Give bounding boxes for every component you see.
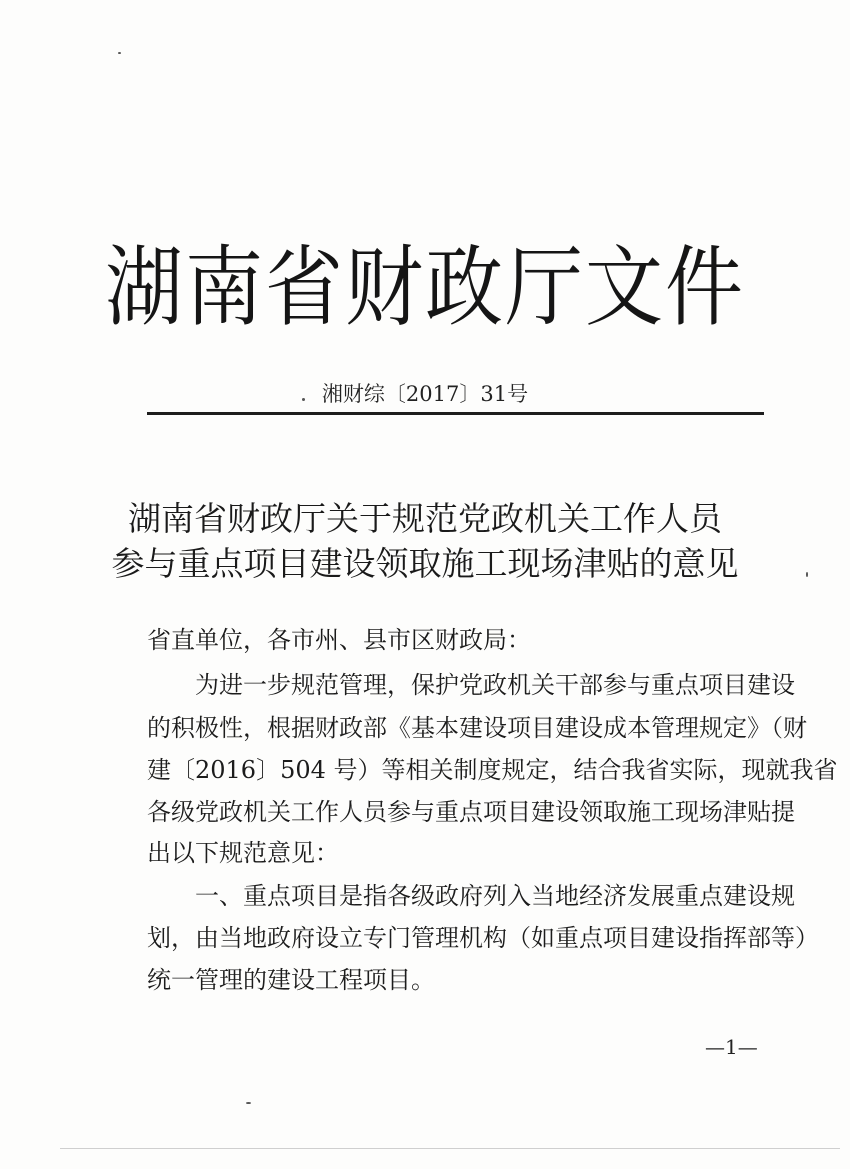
page-number: —1— (705, 1035, 758, 1059)
document-number: 湘财综〔2017〕31号 (321, 382, 529, 406)
document-header: 湖南省财政厅文件 (104, 238, 745, 339)
body-line: 的积极性，根据财政部《基本建设项目建设成本管理规定》（财 (147, 714, 807, 742)
scan-speck (302, 398, 305, 401)
body-line: 各级党政机关工作人员参与重点项目建设领取施工现场津贴提 (147, 798, 795, 826)
body-line: 建〔2016〕504 号）等相关制度规定，结合我省实际，现就我省 (147, 756, 838, 784)
document-title-line-1: 湖南省财政厅关于规范党政机关工作人员 (128, 499, 722, 538)
scan-speck (806, 572, 808, 577)
scan-speck (246, 1102, 251, 1104)
scan-edge (60, 1148, 840, 1149)
header-divider (147, 412, 764, 415)
scan-speck (118, 52, 121, 54)
body-line: 为进一步规范管理，保护党政机关干部参与重点项目建设 (195, 671, 795, 699)
body-line: 划，由当地政府设立专门管理机构（如重点项目建设指挥部等） (147, 924, 819, 952)
salutation: 省直单位，各市州、县市区财政局： (147, 626, 531, 654)
body-line: 统一管理的建设工程项目。 (147, 966, 435, 994)
document-title-line-2: 参与重点项目建设领取施工现场津贴的意见 (111, 544, 739, 583)
body-line: 一、重点项目是指各级政府列入当地经济发展重点建设规 (195, 882, 795, 910)
body-line: 出以下规范意见： (147, 839, 339, 867)
